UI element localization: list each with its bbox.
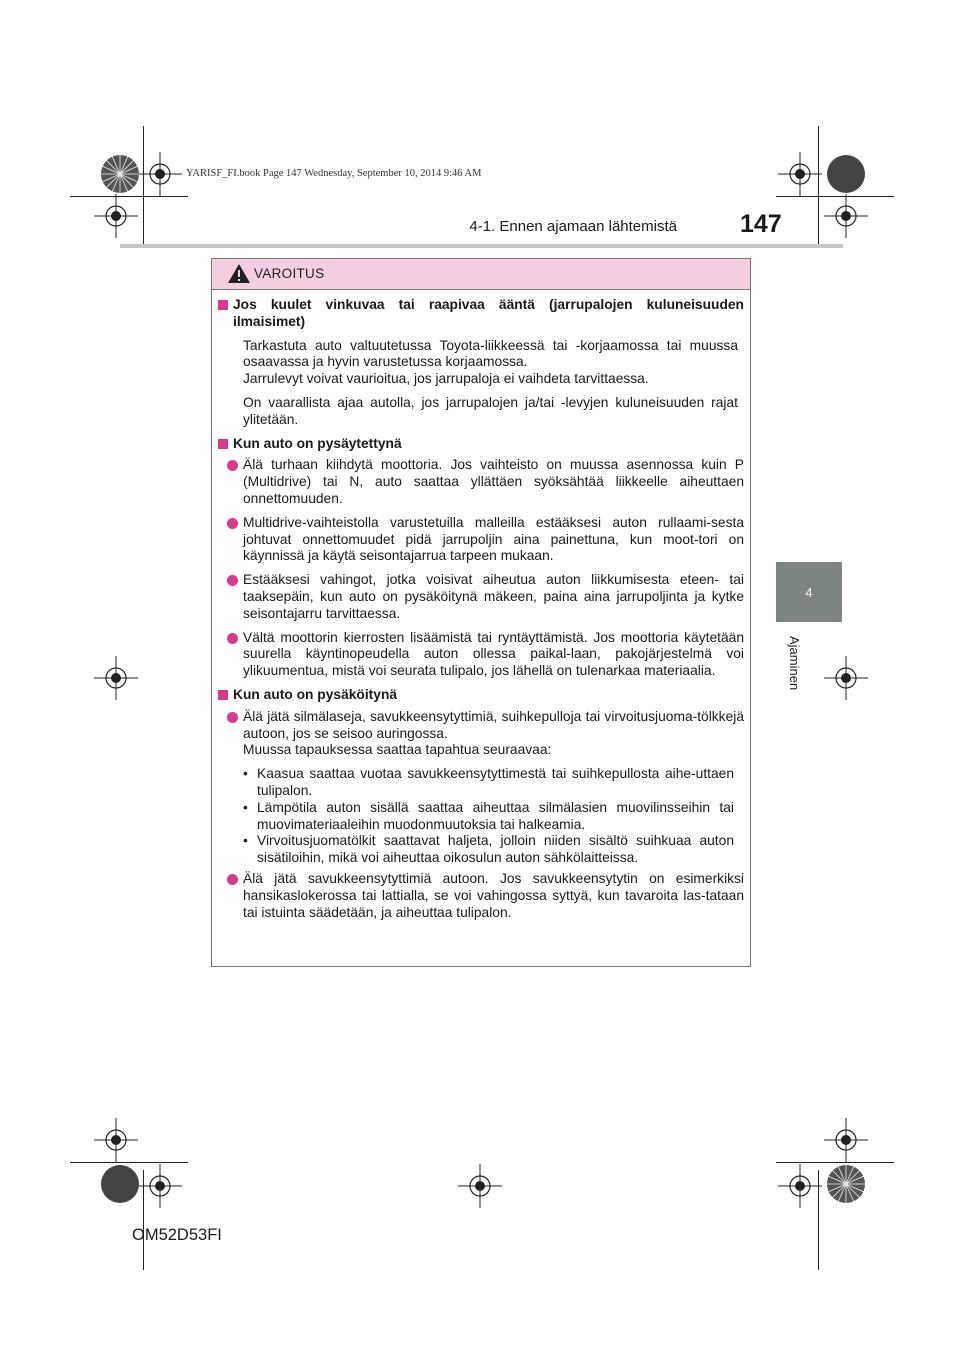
page-number: 147: [740, 210, 782, 238]
book-info: YARISF_FI.book Page 147 Wednesday, September 10, 2014 9:46 AM: [186, 168, 482, 179]
bullet-dot-icon: [227, 874, 238, 885]
bullet-dot-icon: [227, 633, 238, 644]
bullet-dot-icon: [227, 712, 238, 723]
registration-mark-icon: [94, 194, 138, 238]
starburst-mark-icon: [100, 154, 140, 194]
warning-content: [218, 297, 744, 921]
registration-mark-icon: [824, 1118, 868, 1162]
section-square-icon: [218, 439, 228, 449]
document-code: OM52D53FI: [132, 1226, 222, 1244]
warning-header: [212, 259, 750, 290]
starburst-mark-icon: [826, 1164, 866, 1204]
starburst-mark-icon: [826, 154, 866, 194]
sub-list-item: • Kaasua saattaa vuotaa savukkeensytyttimestä tai suihkepullosta aihe-uttaen tulipalon.: [243, 766, 734, 798]
sub-list: [218, 766, 744, 867]
chapter-label: Ajaminen: [787, 636, 802, 691]
registration-mark-icon: [138, 152, 182, 196]
section-heading: Kun auto on pysäköitynä: [218, 687, 744, 704]
registration-mark-icon: [458, 1164, 502, 1208]
registration-mark-icon: [778, 1164, 822, 1208]
crop-line-bottom-left-h: [70, 1162, 188, 1163]
header-rule: [120, 244, 843, 248]
section-square-icon: [218, 690, 228, 700]
list-item: Multidrive-vaihteistolla varustetuilla malleilla estääksesi auton rullaami-sesta johtuvat onnettomuudet pidä jarrupoljin aina painettuna, kun moot-tori on käynnissä ja käytä seisontajarrua tarpeen mukaan.: [218, 515, 744, 565]
registration-mark-icon: [94, 1118, 138, 1162]
bullet-dot-icon: [227, 575, 238, 586]
list-item: Estääksesi vahingot, jotka voisivat aiheutua auton liikkumisesta eteen- tai taaksepäin, kun auto on pysäköitynä mäkeen, paina aina jarrupoljinta ja kytke seisontajarru tarvittaessa.: [218, 572, 744, 622]
section-heading: Jos kuulet vinkuvaa tai raapivaa ääntä (jarrupalojen kuluneisuuden ilmaisimet): [218, 297, 744, 331]
sub-list-item: • Lämpötila auton sisällä saattaa aiheuttaa silmälasien muovilinsseihin tai muovimateriaaleihin muodonmuutoksia tai halkeamia.: [243, 799, 734, 832]
crop-line-bottom-right-h: [776, 1162, 894, 1163]
registration-mark-icon: [778, 152, 822, 196]
registration-mark-icon: [824, 194, 868, 238]
registration-mark-icon: [824, 656, 868, 700]
list-item: Vältä moottorin kierrosten lisäämistä tai ryntäyttämistä. Jos moottoria käytetään suurella käyntinopeudella auton ollessa paikal-laan, pakojärjestelmä voi ylikuumentua, mistä voi seurata tulipalo, jos lähellä on tulenarkaa materiaalia.: [218, 630, 744, 680]
list-item: Älä turhaan kiihdytä moottoria. Jos vaihteisto on muussa asennossa kuin P (Multidrive) tai N, auto saattaa yllättäen syöksähtää liikkeelle aiheuttaen onnettomuuden.: [218, 457, 744, 507]
paragraph: Tarkastuta auto valtuutetussa Toyota-liikkeessä tai -korjaamossa tai muussa osaavassa ja hyvin varustetussa korjaamossa.: [243, 337, 738, 370]
bullet-dot-icon: [227, 518, 238, 529]
paragraph: On vaarallista ajaa autolla, jos jarrupalojen ja/tai -levyjen kuluneisuuden rajat ylitetään.: [243, 394, 738, 427]
registration-mark-icon: [138, 1164, 182, 1208]
chapter-tab: 4: [776, 562, 842, 622]
section-title: 4-1. Ennen ajamaan lähtemistä: [469, 218, 677, 235]
bullet-dot-icon: [227, 460, 238, 471]
warning-box: [211, 258, 751, 967]
section-heading: Kun auto on pysäytettynä: [218, 436, 744, 453]
list-item: Älä jätä silmälaseja, savukkeensytyttimiä, suihkepulloja tai virvoitusjuoma-tölkkejä autoon, jos se seisoo auringossa. Muussa tapauksessa saattaa tapahtua seuraavaa:: [218, 709, 744, 759]
warning-title: VAROITUS: [254, 266, 325, 281]
starburst-mark-icon: [100, 1164, 140, 1204]
sub-list-item: • Virvoitusjuomatölkit saattavat haljeta, jolloin niiden sisältö suihkuaa auton sisätiloihin, mikä voi aiheuttaa oikosulun auton sähkölaitteissa.: [243, 833, 734, 866]
warning-triangle-icon: [228, 264, 250, 283]
registration-mark-icon: [94, 656, 138, 700]
paragraph: Jarrulevyt voivat vaurioitua, jos jarrupaloja ei vaihdeta tarvittaessa.: [243, 371, 649, 387]
list-item: Älä jätä savukkeensytyttimiä autoon. Jos savukkeensytytin on esimerkiksi hansikaslokerossa tai lattialla, se voi vahingossa syttyä, kun tavaroita las-tataan tai istuinta säädetään, ja aiheuttaa tulipalon.: [218, 871, 744, 921]
section-square-icon: [218, 300, 228, 310]
